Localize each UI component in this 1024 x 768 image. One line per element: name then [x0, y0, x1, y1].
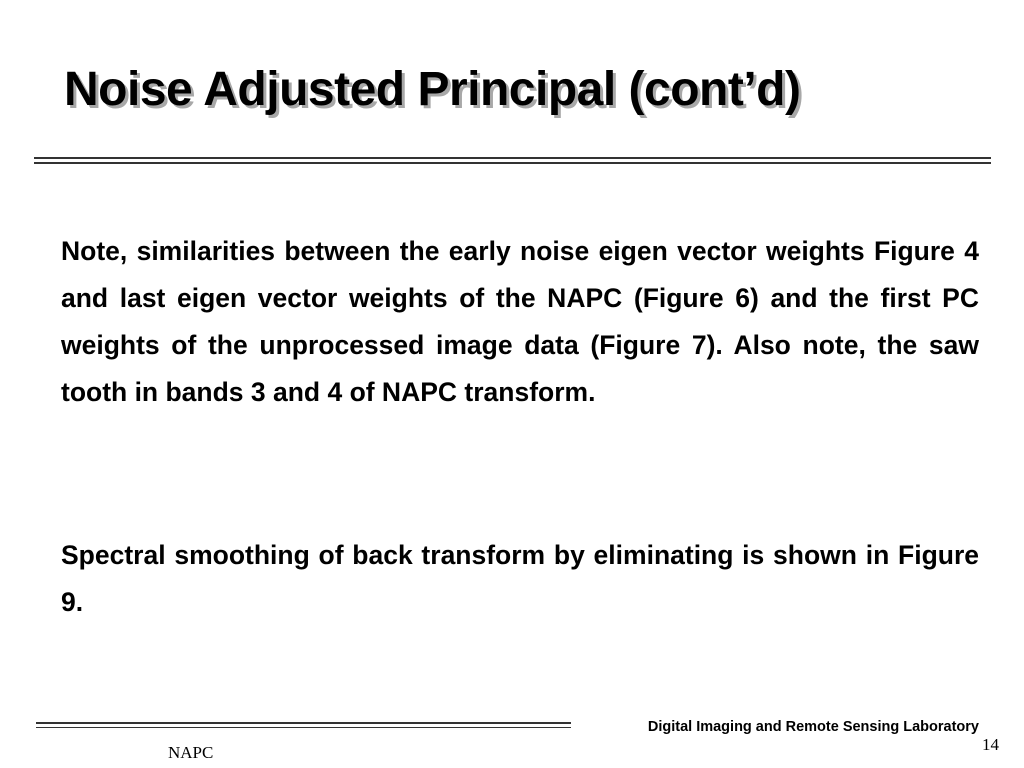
footer-left-label: NAPC [168, 743, 214, 762]
body-paragraph-1: Note, similarities between the early noise eigen vector weights Figure 4 and last eigen vector weights of the NAPC (Figure 6) and the first PC weights of the unprocessed image data (Figure 7). Also note, the saw tooth in bands 3 and 4 of NAPC transform. [61, 236, 979, 407]
slide-title: Noise Adjusted Principal (cont’d) [64, 63, 801, 116]
body-paragraph-2: Spectral smoothing of back transform by eliminating is shown in Figure 9. [61, 540, 979, 617]
title-divider-bottom [34, 162, 991, 164]
footer-lab-name: Digital Imaging and Remote Sensing Laboratory [647, 719, 979, 735]
page-number: 14 [982, 735, 999, 754]
footer-divider-top [36, 722, 571, 724]
footer-divider-bottom [36, 727, 571, 728]
title-divider-top [34, 157, 991, 159]
